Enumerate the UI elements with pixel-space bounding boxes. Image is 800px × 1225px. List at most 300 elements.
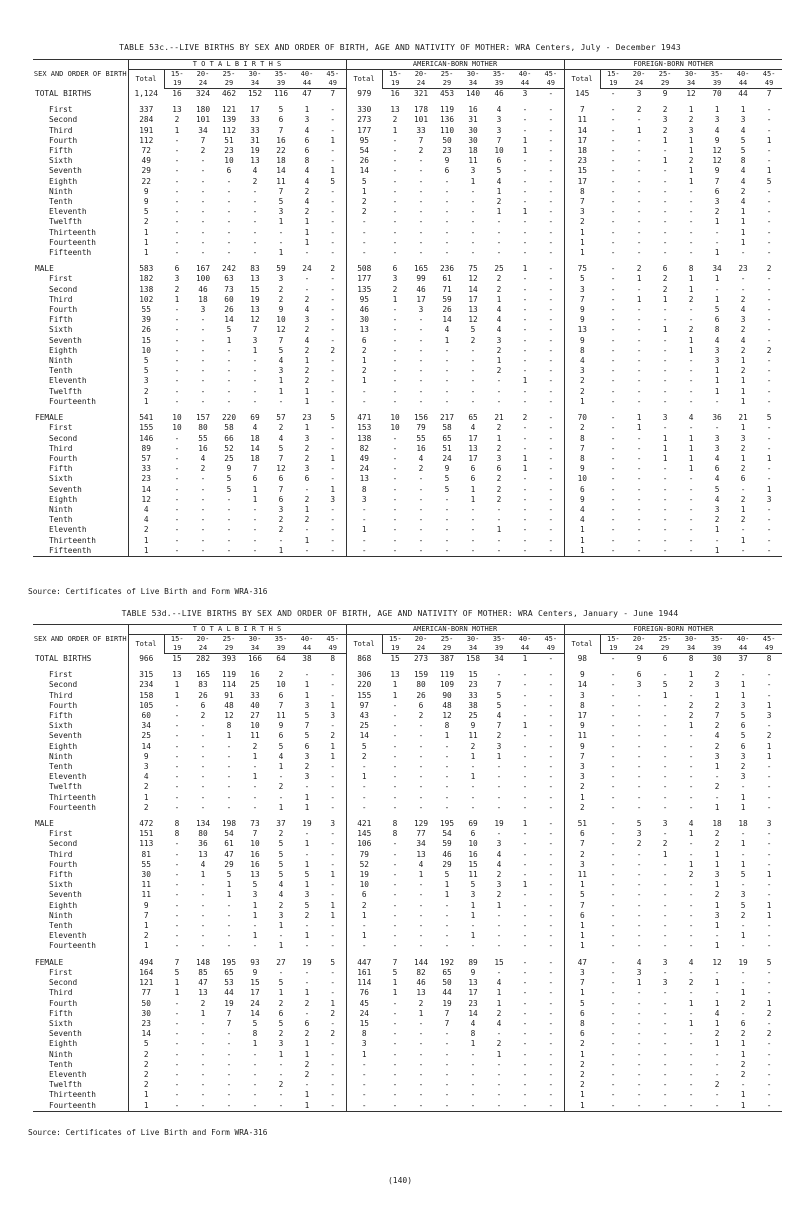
table-cell: 2 [470, 741, 476, 751]
table-cell: - [320, 1090, 346, 1100]
table-cell: 3 [740, 890, 746, 900]
table-cell: 1 [143, 248, 149, 258]
table-cell: - [626, 1101, 652, 1112]
table-cell: 25 [224, 453, 234, 463]
table-cell: - [662, 802, 668, 812]
table-cell: - [460, 1101, 486, 1112]
table-cell: 2 [320, 731, 346, 741]
table-cell: 1 [470, 900, 476, 910]
table-cell: 1 [740, 792, 746, 802]
table-cell: - [418, 741, 424, 751]
table-cell: - [174, 207, 180, 217]
table-cell: 37 [738, 654, 748, 663]
table-cell: - [392, 870, 398, 880]
table-cell: 11 [468, 156, 478, 166]
table-cell: 2 [579, 1059, 585, 1069]
table-cell: - [174, 792, 180, 802]
table-cell: - [610, 227, 616, 237]
table-cell: - [470, 504, 476, 514]
table-cell: 12 [468, 315, 478, 325]
table-cell: 1 [226, 880, 232, 890]
table-cell: 1 [304, 356, 310, 366]
table-cell: - [174, 146, 180, 156]
table-cell: - [418, 345, 424, 355]
table-cell: - [320, 305, 346, 315]
table-cell: - [636, 443, 642, 453]
table-cell: 11 [577, 870, 587, 880]
table-cell: - [538, 731, 564, 741]
table-cell: 106 [357, 839, 372, 849]
table-cell: 14 [442, 315, 452, 325]
table-cell: 2 [304, 910, 310, 920]
row-label: Thirteenth [33, 536, 128, 546]
row-label: Twelfth [33, 217, 128, 227]
table-cell: - [610, 345, 616, 355]
table-cell: 8 [174, 829, 180, 839]
table-cell: 9 [143, 197, 149, 207]
table-cell: - [444, 197, 450, 207]
table-cell: - [766, 433, 772, 443]
table-cell: - [268, 1101, 294, 1112]
table-cell: - [392, 474, 398, 484]
table-cell: 1 [636, 978, 642, 988]
births-table-53c [33, 59, 782, 557]
table-cell: 145 [357, 829, 372, 839]
table-cell: 1 [174, 988, 180, 998]
table-cell: 8 [252, 1029, 258, 1039]
table-cell: 178 [413, 105, 429, 115]
table-cell: - [320, 295, 346, 305]
table-cell: - [688, 186, 694, 196]
table-cell: - [392, 1029, 398, 1039]
age-header: 15- [606, 635, 620, 643]
table-cell: 39 [141, 315, 151, 325]
table-cell: 33 [250, 115, 260, 125]
table-cell: 16 [250, 859, 260, 869]
table-cell: 4 [740, 335, 746, 345]
table-cell: 1 [278, 802, 284, 812]
table-cell: - [361, 504, 367, 514]
table-cell: 1 [714, 248, 720, 258]
table-cell: - [320, 444, 346, 454]
age-header: 25- [658, 70, 672, 78]
table-cell: 2 [579, 1039, 585, 1049]
table-cell: 1 [688, 721, 694, 731]
table-cell: - [200, 396, 206, 406]
table-cell: - [610, 396, 616, 406]
table-cell: - [418, 910, 424, 920]
table-cell: 4 [143, 772, 149, 782]
table-cell: 2 [496, 197, 502, 207]
table-cell: 4 [579, 356, 585, 366]
table-cell: 4 [714, 1008, 720, 1018]
table-cell: 23 [442, 146, 452, 156]
table-cell: 1 [766, 166, 772, 176]
table-cell: 2 [714, 207, 720, 217]
table-cell: - [174, 721, 180, 731]
table-cell: 1 [579, 931, 585, 941]
table-cell: - [636, 1090, 642, 1100]
table-row [33, 505, 782, 515]
table-cell: - [444, 494, 450, 504]
table-cell: - [320, 248, 346, 258]
table-cell: 1 [392, 978, 398, 988]
table-cell: - [662, 166, 668, 176]
table-cell: 8 [320, 654, 346, 665]
age-header: 20- [196, 635, 210, 643]
table-cell: 1 [418, 1008, 424, 1018]
table-cell: - [174, 535, 180, 545]
table-cell: - [174, 1018, 180, 1028]
table-cell: 5 [226, 325, 232, 335]
table-cell: 110 [439, 125, 455, 135]
table-cell: - [610, 910, 616, 920]
table-cell: - [636, 890, 642, 900]
table-cell: 3 [714, 751, 720, 761]
age-header: 49 [320, 644, 346, 654]
table-cell: - [610, 700, 616, 710]
age-header: 45- [320, 635, 346, 645]
table-cell: - [320, 978, 346, 988]
table-cell: - [444, 1029, 450, 1039]
table-cell: - [174, 525, 180, 535]
table-cell: - [392, 356, 398, 366]
age-header: 25- [440, 635, 454, 643]
group-header: AMERICAN-BORN MOTHER [346, 625, 564, 635]
table-cell: 177 [357, 125, 372, 135]
table-cell: 2 [278, 998, 284, 1008]
age-header: 34 [678, 79, 704, 89]
table-cell: 3 [304, 772, 310, 782]
row-label: Third [33, 691, 128, 701]
table-cell: 1 [320, 911, 346, 921]
table-cell: - [522, 859, 528, 869]
table-cell: - [538, 850, 564, 860]
table-cell: - [200, 515, 206, 525]
table-cell: - [418, 515, 424, 525]
table-cell: - [688, 504, 694, 514]
table-cell: - [636, 453, 642, 463]
row-label: Twelfth [33, 782, 128, 792]
table-cell: - [320, 356, 346, 366]
table-cell: - [278, 237, 284, 247]
table-cell: - [226, 1029, 232, 1039]
table-cell: - [522, 1059, 528, 1069]
table-cell: 2 [278, 423, 284, 433]
table-cell: - [444, 207, 450, 217]
table-cell: - [174, 453, 180, 463]
table-cell: - [226, 1080, 232, 1090]
table-cell: - [714, 792, 720, 802]
age-header: 24 [408, 644, 434, 654]
table-cell: 61 [224, 839, 234, 849]
table-cell: 47 [577, 957, 587, 967]
table-cell: - [392, 762, 398, 772]
table-cell: 1 [304, 396, 310, 406]
table-cell: 3 [304, 315, 310, 325]
table-cell: - [496, 237, 502, 247]
table-row [33, 931, 782, 941]
row-label: Fourth [33, 136, 128, 146]
table-cell: - [174, 802, 180, 812]
row-label: Fifteenth [33, 546, 128, 557]
table-cell: - [174, 870, 180, 880]
table-cell: 3 [304, 751, 310, 761]
table-cell: - [418, 900, 424, 910]
row-label: Fifth [33, 870, 128, 880]
table-cell: 1 [740, 1049, 746, 1059]
table-cell: - [688, 356, 694, 366]
row-label: Fourth [33, 701, 128, 711]
table-cell: 330 [357, 105, 372, 115]
table-cell: 1 [392, 988, 398, 998]
table-cell: - [538, 515, 564, 525]
table-cell: 6 [470, 829, 476, 839]
age-header: 29 [434, 79, 460, 89]
table-cell: - [470, 227, 476, 237]
table-cell: 4 [740, 197, 746, 207]
table-row [33, 711, 782, 721]
table-cell: - [662, 921, 668, 931]
table-row [33, 495, 782, 505]
table-cell: 2 [740, 515, 746, 525]
table-cell: - [636, 356, 642, 366]
table-row [33, 819, 782, 829]
table-cell: - [226, 1049, 232, 1059]
table-cell: - [538, 295, 564, 305]
table-cell: 1 [740, 988, 746, 998]
table-cell: - [610, 366, 616, 376]
table-cell: - [174, 356, 180, 366]
row-label: Sixth [33, 474, 128, 484]
table-cell: 1 [470, 484, 476, 494]
table-cell: - [444, 535, 450, 545]
table-cell: 166 [247, 654, 263, 663]
table-cell: - [320, 146, 346, 156]
table-cell: - [392, 711, 398, 721]
age-header: 19 [382, 79, 408, 89]
table-cell: - [444, 515, 450, 525]
table-cell: - [226, 751, 232, 761]
table-cell: - [470, 197, 476, 207]
table-cell: - [320, 1060, 346, 1070]
row-label: Seventh [33, 485, 128, 495]
table-cell: 1 [636, 423, 642, 433]
table-cell: - [538, 495, 564, 505]
table-cell: - [740, 248, 746, 258]
table-cell: - [444, 376, 450, 386]
table-cell: 3 [688, 125, 694, 135]
table-cell: - [688, 802, 694, 812]
table-cell: 1 [174, 978, 180, 988]
table-cell: 1 [740, 227, 746, 237]
table-cell: - [361, 535, 367, 545]
table-cell: 7 [444, 1018, 450, 1028]
table-cell: - [610, 829, 616, 839]
table-cell: 26 [198, 690, 208, 700]
table-cell: - [320, 762, 346, 772]
table-cell: 14 [250, 1008, 260, 1018]
table-cell: 1 [252, 772, 258, 782]
table-cell: - [252, 1059, 258, 1069]
table-cell: - [496, 782, 502, 792]
table-cell: 4 [714, 453, 720, 463]
table-cell: 5 [444, 870, 450, 880]
row-label: Third [33, 850, 128, 860]
table-cell: - [522, 900, 528, 910]
table-cell: - [766, 839, 772, 849]
table-cell: 11 [276, 711, 286, 721]
table-cell: 1 [252, 345, 258, 355]
table-cell: 315 [139, 670, 154, 680]
table-cell: 7 [579, 105, 585, 115]
row-label: Eleventh [33, 772, 128, 782]
table-cell: 45 [359, 998, 369, 1008]
table-cell: 5 [278, 345, 284, 355]
table-cell: - [636, 227, 642, 237]
table-cell: 1 [636, 274, 642, 284]
table-cell: - [392, 931, 398, 941]
age-header: 40- [300, 635, 314, 643]
table-row [33, 397, 782, 407]
table-cell: 1 [304, 880, 310, 890]
table-cell: - [444, 386, 450, 396]
table-cell: 2 [304, 345, 310, 355]
table-cell: 3 [714, 680, 720, 690]
table-cell: 1 [662, 690, 668, 700]
table-cell: - [496, 910, 502, 920]
table-cell: 3 [636, 89, 642, 98]
table-cell: 6 [278, 731, 284, 741]
table-cell: 5 [252, 1018, 258, 1028]
table-cell: 36 [198, 839, 208, 849]
table-cell: - [610, 1069, 616, 1079]
table-cell: - [766, 772, 772, 782]
table-cell: 57 [276, 413, 286, 423]
table-cell: - [200, 325, 206, 335]
table-cell: - [496, 535, 502, 545]
table-cell: 119 [439, 105, 455, 115]
table-cell: 7 [278, 453, 284, 463]
table-cell: 1 [636, 294, 642, 304]
row-label: Fourth [33, 860, 128, 870]
table-cell: - [252, 1080, 258, 1090]
table-cell: 51 [577, 819, 587, 829]
age-header: 35- [274, 635, 288, 643]
table-cell: - [714, 237, 720, 247]
table-cell: 46 [442, 849, 452, 859]
table-row [33, 264, 782, 274]
table-cell: - [444, 217, 450, 227]
table-cell: 1 [766, 751, 772, 761]
table-row [33, 731, 782, 741]
table-cell: - [444, 176, 450, 186]
table-cell: - [610, 237, 616, 247]
table-cell: - [496, 967, 502, 977]
table-cell: - [636, 248, 642, 258]
table-cell: 1 [496, 356, 502, 366]
table-cell: 6 [278, 115, 284, 125]
table-cell: - [226, 186, 232, 196]
table-cell: 2 [200, 711, 206, 721]
table-cell: - [226, 772, 232, 782]
table-cell: 3 [278, 1039, 284, 1049]
age-header: 25- [222, 635, 236, 643]
table-cell: 4 [496, 325, 502, 335]
table-cell: - [252, 941, 258, 951]
table-cell: - [538, 485, 564, 495]
table-cell: 2 [200, 998, 206, 1008]
table-cell: 7 [278, 484, 284, 494]
table-cell: - [320, 238, 346, 248]
table-cell: - [200, 227, 206, 237]
table-cell: - [418, 325, 424, 335]
age-header: 34 [242, 79, 268, 89]
table-cell: 8 [688, 654, 694, 663]
table-cell: 46 [416, 284, 426, 294]
table-row [33, 793, 782, 803]
age-header: 39 [268, 79, 294, 89]
table-cell: 7 [496, 721, 502, 731]
table-cell: - [470, 535, 476, 545]
table-cell: 3 [636, 829, 642, 839]
table-cell: - [538, 890, 564, 900]
table-cell: 8 [579, 345, 585, 355]
table-cell: 112 [139, 135, 154, 145]
table-cell: 5 [278, 978, 284, 988]
table-cell: - [538, 941, 564, 951]
table-cell: 7 [766, 89, 772, 98]
table-cell: 5 [226, 484, 232, 494]
age-header: 20- [632, 635, 646, 643]
table-cell: - [174, 1069, 180, 1079]
table-cell: - [688, 1069, 694, 1079]
table-cell: 14 [276, 166, 286, 176]
table-cell: 195 [221, 957, 237, 967]
table-cell: - [174, 376, 180, 386]
table-cell: - [320, 156, 346, 166]
table-cell: - [496, 1069, 502, 1079]
table-cell: - [496, 762, 502, 772]
table-cell: 83 [250, 264, 260, 274]
table-cell: 2 [636, 264, 642, 274]
table-cell: 23 [224, 146, 234, 156]
table-cell: 6 [740, 741, 746, 751]
table-cell: 7 [714, 711, 720, 721]
table-cell: - [538, 166, 564, 176]
table-cell: 3 [304, 433, 310, 443]
table-cell: - [636, 731, 642, 741]
table-cell: 79 [359, 849, 369, 859]
table-cell: - [252, 921, 258, 931]
group-header: AMERICAN-BORN MOTHER [346, 60, 564, 70]
table-cell: 9 [714, 135, 720, 145]
table-cell: 4 [714, 731, 720, 741]
table-cell: - [662, 890, 668, 900]
table-cell: 8 [579, 1018, 585, 1028]
age-header: 45- [762, 70, 776, 78]
table-cell: - [522, 941, 528, 951]
table-cell: 3 [662, 819, 668, 829]
table-cell: - [766, 1080, 772, 1090]
row-label: Ninth [33, 505, 128, 515]
table-cell: - [740, 1080, 746, 1090]
table-cell: - [766, 443, 772, 453]
table-cell: 3 [496, 880, 502, 890]
table-cell: - [538, 413, 564, 423]
table-cell: - [636, 207, 642, 217]
table-cell: - [418, 474, 424, 484]
